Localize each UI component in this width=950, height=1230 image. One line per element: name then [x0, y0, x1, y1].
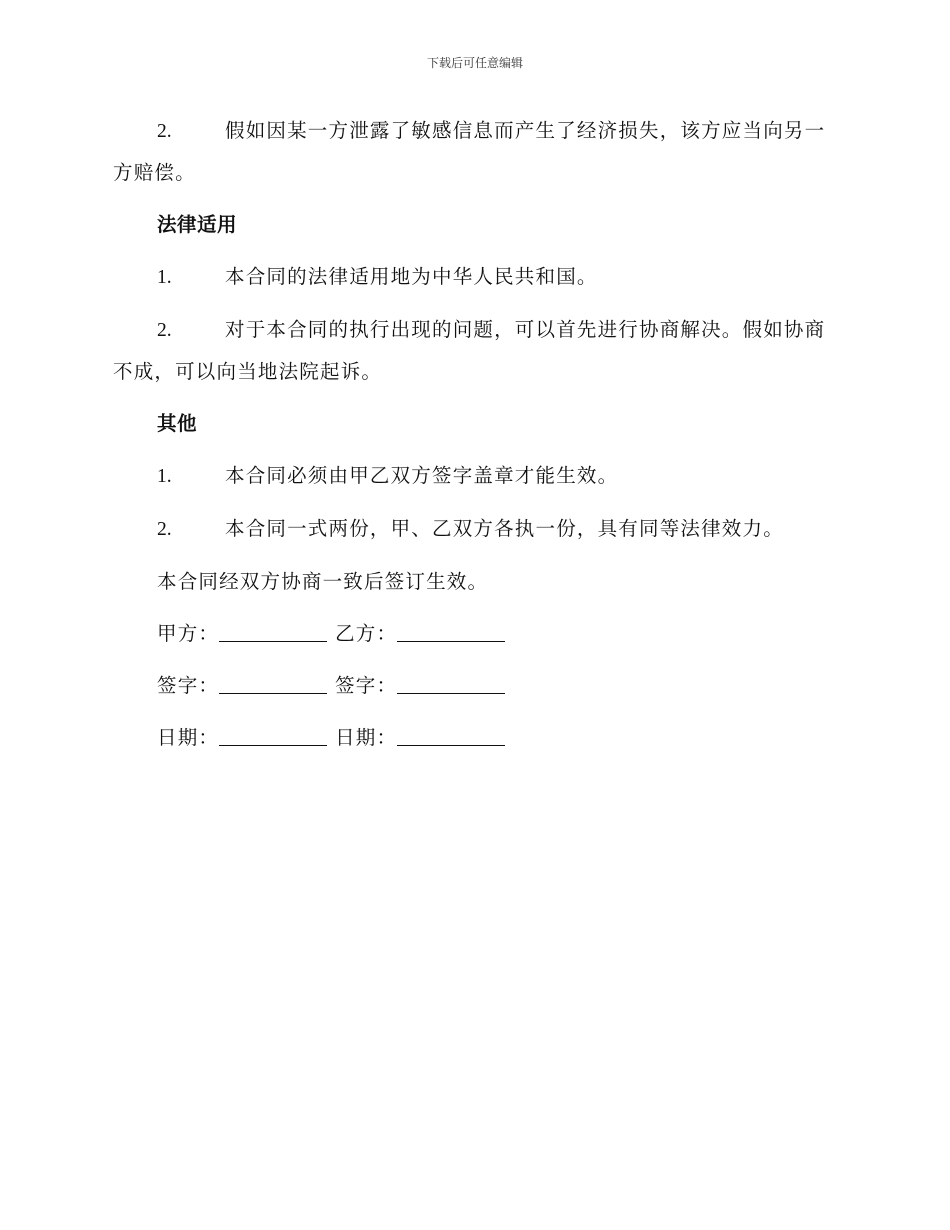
clause-number: 2.	[157, 519, 172, 540]
clause-text: 本合同一式两份，甲、乙双方各执一份，具有同等法律效力。	[225, 517, 784, 540]
clause-number: 2.	[157, 320, 172, 341]
date-b-label: 日期：	[335, 726, 398, 749]
party-b-blank	[397, 619, 505, 642]
sign-b-label: 签字：	[335, 674, 398, 697]
signature-row-sign	[157, 665, 833, 706]
clause-number: 1.	[157, 267, 172, 288]
party-a-blank	[219, 619, 327, 642]
sign-b-blank	[397, 671, 505, 694]
clause-item	[113, 508, 833, 550]
date-b-blank	[397, 723, 505, 746]
clause-item	[113, 110, 833, 193]
clause-item	[113, 455, 833, 497]
party-a-label: 甲方：	[157, 622, 220, 645]
clause-number: 1.	[157, 466, 172, 487]
signature-row-date	[157, 717, 833, 758]
page-header: 下载后可任意编辑	[426, 56, 523, 70]
clause-text: 本合同的法律适用地为中华人民共和国。	[225, 265, 598, 288]
clause-item	[113, 256, 833, 298]
document-body	[113, 110, 833, 769]
closing-statement: 本合同经双方协商一致后签订生效。	[157, 570, 489, 593]
clause-text: 本合同必须由甲乙双方签字盖章才能生效。	[225, 464, 619, 487]
date-a-label: 日期：	[157, 726, 220, 749]
section-heading-law: 法律适用	[157, 213, 238, 236]
signature-row-party	[157, 613, 833, 654]
clause-number: 2.	[157, 121, 172, 142]
clause-text: 对于本合同的执行出现的问题，可以首先进行协商解决。假如协商不成，可以向当地法院起诉。	[113, 318, 826, 383]
sign-a-label: 签字：	[157, 674, 220, 697]
party-b-label: 乙方：	[335, 622, 398, 645]
section-heading-other: 其他	[157, 412, 198, 435]
sign-a-blank	[219, 671, 327, 694]
clause-item	[113, 309, 833, 392]
date-a-blank	[219, 723, 327, 746]
clause-text: 假如因某一方泄露了敏感信息而产生了经济损失，该方应当向另一方赔偿。	[113, 119, 826, 184]
